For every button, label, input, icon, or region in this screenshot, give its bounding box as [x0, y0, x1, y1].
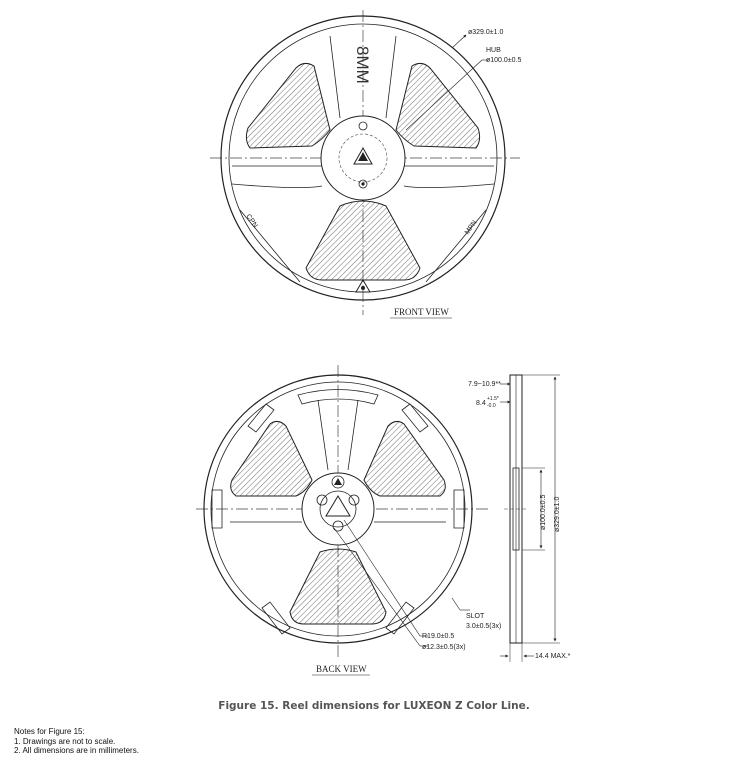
back-window-left: [231, 421, 312, 496]
back-r-dim: R19.0±0.5: [422, 633, 455, 640]
side-inner-width-plus: +1.5*: [487, 396, 499, 402]
back-view-label: BACK VIEW: [316, 664, 367, 674]
side-width-dim: 7.9~10.9**: [468, 381, 501, 388]
back-slot-dim: 3.0±0.5(3x): [466, 623, 502, 630]
front-window-upper-right: [396, 63, 480, 148]
back-view: [196, 365, 501, 675]
front-hub-label: HUB: [486, 47, 501, 54]
side-hub-dim: ø100.0±0.5: [540, 494, 547, 530]
front-window-upper-left: [246, 63, 330, 148]
front-cpn-mark: CPN: [244, 213, 259, 230]
back-window-bottom: [290, 549, 386, 624]
front-mpn-mark: MPN: [463, 219, 479, 237]
note-item: 2. All dimensions are in millimeters.: [14, 746, 139, 755]
front-hub-dim: ø100.0±0.5: [486, 57, 522, 64]
front-width-mark: 8MM: [353, 46, 372, 84]
back-window-right: [364, 421, 445, 496]
front-window-bottom: [306, 201, 420, 280]
front-view-label: FRONT VIEW: [394, 307, 449, 317]
note-item: 1. Drawings are not to scale.: [14, 736, 116, 746]
side-max-dim: 14.4 MAX.*: [535, 653, 571, 660]
back-slot-label: SLOT: [466, 613, 485, 620]
back-hole-dim: ø12.3±0.5(3x): [422, 644, 466, 651]
side-outer-dim: ø329.0±1.0: [554, 496, 561, 532]
front-outer-dim: ø329.0±1.0: [468, 29, 504, 36]
front-view: [210, 10, 521, 318]
side-inner-width-main: 8.4: [476, 400, 486, 407]
figure-notes: [14, 727, 139, 756]
side-inner-width-minus: -0.0: [487, 403, 496, 409]
figure-caption: Figure 15. Reel dimensions for LUXEON Z Color Line.: [218, 700, 530, 712]
notes-title: Notes for Figure 15:: [14, 727, 85, 736]
